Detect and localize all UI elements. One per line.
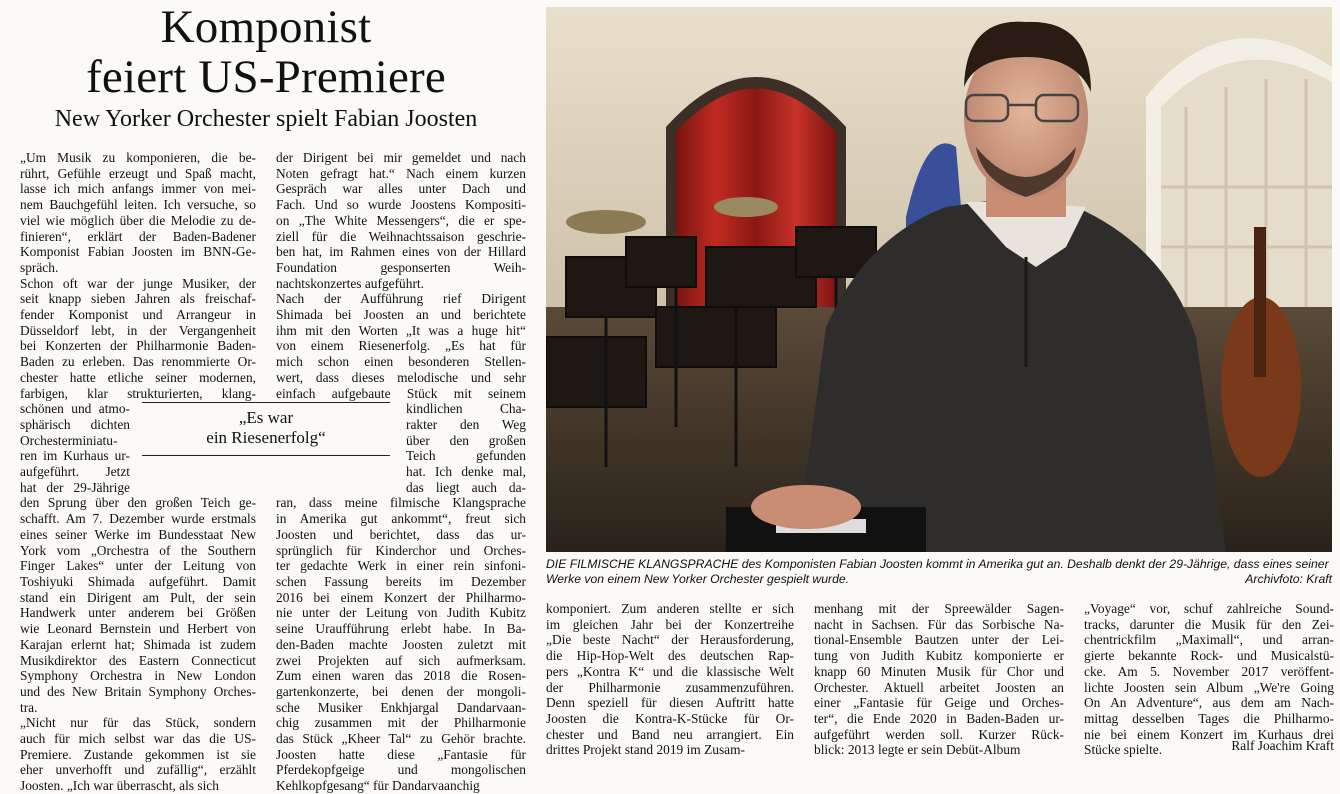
text-line: Shimada bei Joosten an und berichtete [276,307,526,323]
text-line: nie bei einem Konzert im Kurhaus drei [1084,726,1334,742]
text-line: eher unverhofft und zufällig“, erzählt [20,762,256,778]
text-line: ran, dass meine filmische Klangsprache [276,495,526,511]
text-line: aufgeführt. Jetzt [20,464,130,480]
text-line: chester und Band neu arrangiert. Ein [546,726,794,742]
text-line: gartenkonzerte, bei denen der mongoli- [276,683,526,699]
text-line: kindlichen Cha- [406,401,526,417]
text-line: Joosten die Kontra-K-Stücke für Or- [546,710,794,726]
text-line: Joosten. „Ich war überrascht, als sich [20,778,219,794]
caption-credit: Archivfoto: Kraft [1245,572,1332,586]
article-column-4 [814,601,1064,758]
text-line: den Sprung über den großen Teich ge- [20,495,256,511]
text-line: den-Baden machte Joosten zuletzt mit [276,636,526,652]
text-line: Düsseldorf lebt, in der Vergangenheit [20,322,256,338]
text-line: Joosten hatte diese „Fantasie für [276,746,526,762]
text-line: blick: 2013 legte er sein Debüt-Album [814,742,1021,758]
text-line: und des New Britain Symphony Orches- [20,683,256,699]
text-line: pers „Kontra K“ und die klassische Welt [546,663,794,679]
text-line: Joosten und berichtet, dass das ur- [276,526,526,542]
text-line: on „The White Messengers“, die er spe- [276,212,526,228]
text-line: Karajan erlernt hat; Shimada ist zudem [20,636,256,652]
pull-quote-line-1: „Es war [238,408,294,427]
text-line: Pferdekopfgeige und mongolischen [276,762,526,778]
text-line: einfach aufgebaute Stück mit seinem [276,385,526,401]
text-line: Orchesterminiatu- [20,432,118,448]
text-line: York vom „Orchestra of the Southern [20,542,256,558]
text-line: chentrickfilm „Maximall“, und arran- [1084,632,1334,648]
text-line: „Nicht nur für das Stück, sondern [20,715,256,731]
text-line: ziell für die Weihnachtssaison geschrie- [276,228,526,244]
text-line: Nach der Aufführung rief Dirigent [276,291,526,307]
text-line: nachtskonzertes aufgeführt. [276,275,424,291]
article-column-1 [20,150,256,794]
text-line: wie Leonard Bernstein und Herbert von [20,621,256,637]
text-line: ihm mit den Worten „It was a huge hit“ [276,322,526,338]
text-line: eines seiner Werke im Bundesstaat New [20,526,256,542]
text-line: Foundation gesponserten Weih- [276,259,526,275]
text-line: hat der 29-Jährige [20,479,130,495]
text-line: drittes Projekt stand 2019 im Zusam- [546,742,745,758]
text-line: sprünglich für Kinderchor und Orches- [276,542,526,558]
text-line: Komponist Fabian Joosten im BNN-Ge- [20,244,256,260]
text-line: Toshiyuki Shimada aufgeführt. Damit [20,573,256,589]
article-column-3 [546,601,794,758]
text-line: chig zusammen mit der Philharmonie [276,715,526,731]
text-line: sphärisch dichten [20,416,130,432]
caption-text: des Komponisten Fabian Joosten kommt in Amerika gut an. Deshalb denkt der 29-Jährige, dass eines seiner Werke von einem New Yorker Orchester gespielt wurde. [546,557,1329,586]
text-line: aufgeführt werden soll. Kurzer Rück- [814,726,1064,742]
text-line: über den großen [406,432,526,448]
photo-composer-at-orchestra [546,7,1332,552]
text-line: knapp 60 Minuten Musik für Chor und [814,663,1064,679]
text-line: tung von Judith Kubitz komponierte er [814,648,1064,664]
author-line: Ralf Joachim Kraft [1231,738,1334,753]
text-line: Premiere. Zustande gekommen ist sie [20,746,256,762]
text-line: Teich gefunden [406,448,526,464]
article-column-2 [276,150,526,794]
text-line: viel wie möglich über die Melodie zu de- [20,212,256,228]
text-line: nacht in Sachsen. Für das Sorbische Na- [814,616,1064,632]
text-line: stand ein Dirigent am Pult, der sein [20,589,256,605]
caption-lead: DIE FILMISCHE KLANGSPRACHE [546,557,739,571]
text-line: Finger Lakes“ unter der Leitung von [20,558,256,574]
text-line: nie unter der Leitung von Judith Kubitz [276,605,526,621]
text-line: fender Komponist und Arrangeur in [20,307,256,323]
text-line: lichte Joosten sein Album „We're Going [1084,679,1334,695]
article-column-5 [1084,601,1334,758]
text-line: seine Uraufführung erlebt habe. In Ba- [276,621,526,637]
text-line: Fach. Und so wurde Joostens Kompositi- [276,197,526,213]
text-line: Denn speziell für diesen Auftritt hatte [546,695,794,711]
text-line: schen Fassung bereits im Dezember [276,573,526,589]
text-line: chester hatte etliche seiner modernen, [20,369,256,385]
text-line: komponiert. Zum anderen stellte er sich [546,601,794,616]
text-line: Orchester. Aktuell arbeitet Joosten an [814,679,1064,695]
text-line: Baden zu erleben. Das renommierte Or- [20,354,256,370]
text-line: der Philharmonie zusammenzuführen. [546,679,794,695]
text-line: tracks, darunter die Musik für den Zei- [1084,616,1334,632]
text-line: von einem Riesenerfolg. „Es hat für [276,338,526,354]
text-line: „Um Musik zu komponieren, die be- [20,150,256,165]
text-line: auch für mich selbst war das die US- [20,731,256,747]
text-line: mich schon einen besonderen Stellen- [276,354,526,370]
headline [0,2,532,102]
headline-line-1: Komponist [160,1,372,53]
text-line: lasse ich mich anfangs immer von mei- [20,181,256,197]
text-line: mittag desselben Tages die Philharmo- [1084,710,1334,726]
text-line: Zum einen waren das 2018 die Rosen- [276,668,526,684]
text-line: Gespräch war alles unter Dach und [276,181,526,197]
text-line: nem Bauchgefühl leiten. Ich versuche, so [20,197,256,213]
text-line: spräch. [20,259,59,275]
text-line: seit knapp sieben Jahren als freischaf- [20,291,256,307]
text-line: im gleichen Jahr bei der Konzertreihe [546,616,794,632]
text-line: gierte bekannte Rock- und Musicalstü- [1084,648,1334,664]
text-line: einer „Fantasie für Geige und Orches- [814,695,1064,711]
text-line: hat. Ich denke mal, [406,464,526,480]
text-line: Kehlkopfgesang“ für Dandarvaanchig [276,778,480,794]
headline-line-2: feiert US-Premiere [86,51,446,103]
text-line: farbigen, klar strukturierten, klang- [20,385,256,401]
pull-quote-line-2: ein Riesenerfolg“ [206,428,326,447]
pull-quote [142,402,390,456]
text-line: On An Adventure“, aus dem am Nach- [1084,695,1334,711]
text-line: wert, dass dieses melodische und sehr [276,369,526,385]
text-line: in Amerika gut ankommt“, freut sich [276,511,526,527]
text-line: tra. [20,699,38,715]
photo-caption [546,557,1332,587]
text-line: rührt, Gefühle erzeugt und Spaß macht, [20,165,256,181]
text-line: ter gedachte Werk in einer rein sinfoni- [276,558,526,574]
text-line: finieren“, erklärt der Baden-Badener [20,228,256,244]
text-line: bei Konzerten der Philharmonie Baden- [20,338,256,354]
text-line: die Hip-Hop-Welt des deutschen Rap- [546,648,794,664]
text-line: menhang mit der Spreewälder Sagen- [814,601,1064,616]
text-line: das Stück „Kheer Tal“ zu Gehör brachte. [276,731,526,747]
text-line: „Voyage“ vor, schuf zahlreiche Sound- [1084,601,1334,616]
text-line: Musikdirektor des Eastern Connecticut [20,652,256,668]
text-line: „Die beste Nacht“ der Herausforderung, [546,632,794,648]
text-line: Symphony Orchestra in New London [20,668,256,684]
text-line: zwei Projekten auf sich aufmerksam. [276,652,526,668]
text-line: der Dirigent bei mir gemeldet und nach [276,150,526,165]
text-line: tional-Ensemble Bautzen unter der Lei- [814,632,1064,648]
text-line: rakter den Weg [406,416,526,432]
text-line: schafft. Am 7. Dezember wurde erstmals [20,511,256,527]
text-line: cke. Am 5. November 2017 veröffent- [1084,663,1334,679]
text-line: Noten gefragt hat.“ Nach einem kurzen [276,165,526,181]
text-line: 2016 bei einem Konzert der Philharmo- [276,589,526,605]
text-line: sche Musiker Enkhjargal Dandarvaan- [276,699,526,715]
text-line: ben hat, im Rahmen eines von der Hillard [276,244,526,260]
text-line: das liegt auch da- [406,479,526,495]
text-line: Handwerk unter anderem bei Größen [20,605,256,621]
text-line: schönen und atmo- [20,401,130,417]
article-photo [546,7,1332,552]
text-line: Stücke spielte. [1084,742,1163,758]
text-line: ren im Kurhaus ur- [20,448,130,464]
text-line: Schon oft war der junge Musiker, der [20,275,256,291]
text-line: ter“, die Ende 2020 in Baden-Baden ur- [814,710,1064,726]
subheadline: New Yorker Orchester spielt Fabian Joosten [54,106,478,132]
